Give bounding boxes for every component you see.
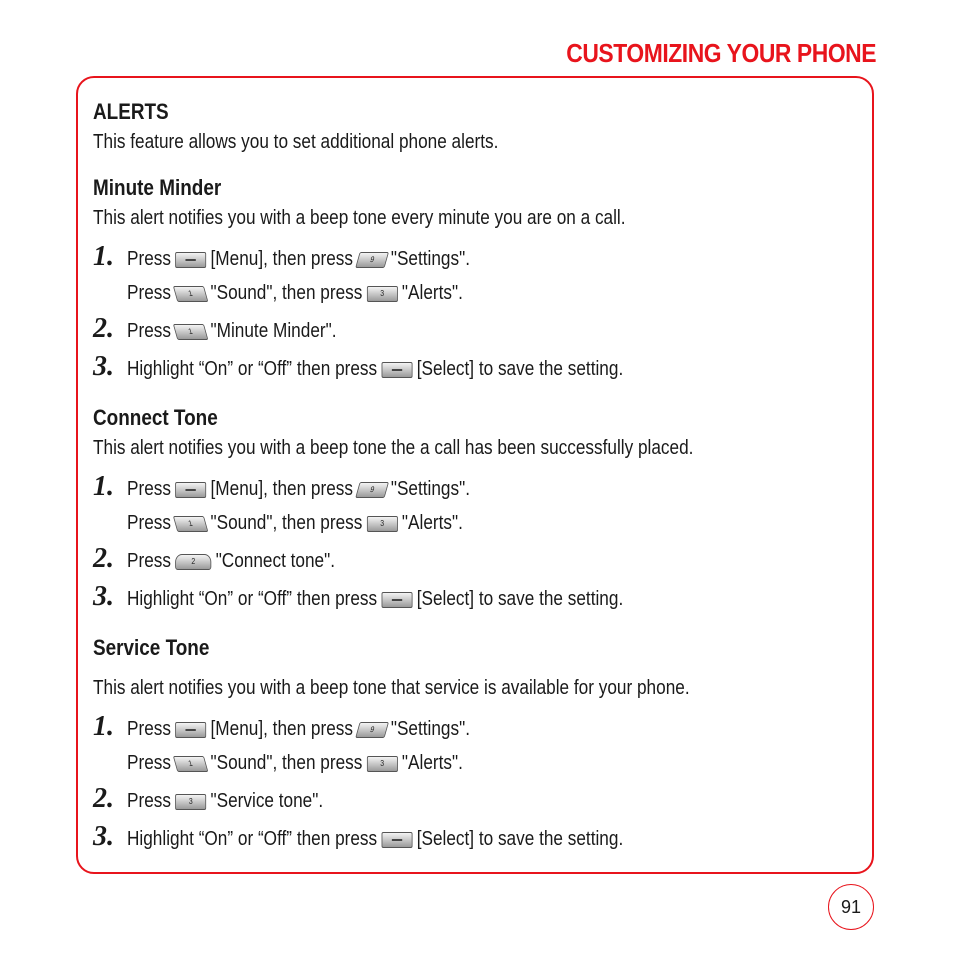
step-1a: 1. Press [Menu], then press 9 "Settings". [93,711,470,742]
page-number: 91 [828,884,874,930]
step-3: 3. Highlight “On” or “Off” then press [Select] to save the setting. [93,351,624,382]
key-1-icon: 1 [173,756,208,772]
section-description: This alert notifies you with a beep tone every minute you are on a call. [93,207,626,229]
step-2: 2. Press 3 "Service tone". [93,783,324,814]
step-2: 2. Press 1 "Minute Minder". [93,313,337,344]
step-1b: Press 1 "Sound", then press 3 "Alerts". [127,512,463,534]
key-9-icon: 9 [355,482,389,498]
key-9-icon: 9 [355,722,389,738]
select-key-icon [381,832,412,848]
content [93,96,873,856]
alerts-heading: ALERTS [93,99,169,124]
step-1a: 1. Press [Menu], then press 9 "Settings". [93,241,470,272]
select-key-icon [381,362,412,378]
menu-key-icon [175,722,206,738]
section-title: Connect Tone [93,405,218,430]
section-title: Service Tone [93,635,210,660]
key-2-icon: 2 [175,554,211,570]
key-1-icon: 1 [173,286,208,302]
step-3: 3. Highlight “On” or “Off” then press [Select] to save the setting. [93,821,624,852]
key-3-icon: 3 [367,756,398,772]
key-3-icon: 3 [175,794,206,810]
section-connect-tone [93,402,873,616]
section-description: This alert notifies you with a beep tone the a call has been successfully placed. [93,437,694,459]
key-9-icon: 9 [355,252,389,268]
section-service-tone [93,632,873,856]
step-2: 2. Press 2 "Connect tone". [93,543,335,574]
step-1a: 1. Press [Menu], then press 9 "Settings". [93,471,470,502]
menu-key-icon [175,482,206,498]
step-3: 3. Highlight “On” or “Off” then press [Select] to save the setting. [93,581,624,612]
key-3-icon: 3 [367,286,398,302]
select-key-icon [381,592,412,608]
key-1-icon: 1 [173,516,208,532]
section-title: Minute Minder [93,175,222,200]
step-1b: Press 1 "Sound", then press 3 "Alerts". [127,752,463,774]
menu-key-icon [175,252,206,268]
key-1-icon: 1 [173,324,208,340]
step-1b: Press 1 "Sound", then press 3 "Alerts". [127,282,463,304]
alerts-description: This feature allows you to set additional phone alerts. [93,131,499,153]
page-header: CUSTOMIZING YOUR PHONE [566,38,876,68]
section-description: This alert notifies you with a beep tone that service is available for your phone. [93,677,690,699]
key-3-icon: 3 [367,516,398,532]
section-minute-minder [93,172,873,386]
